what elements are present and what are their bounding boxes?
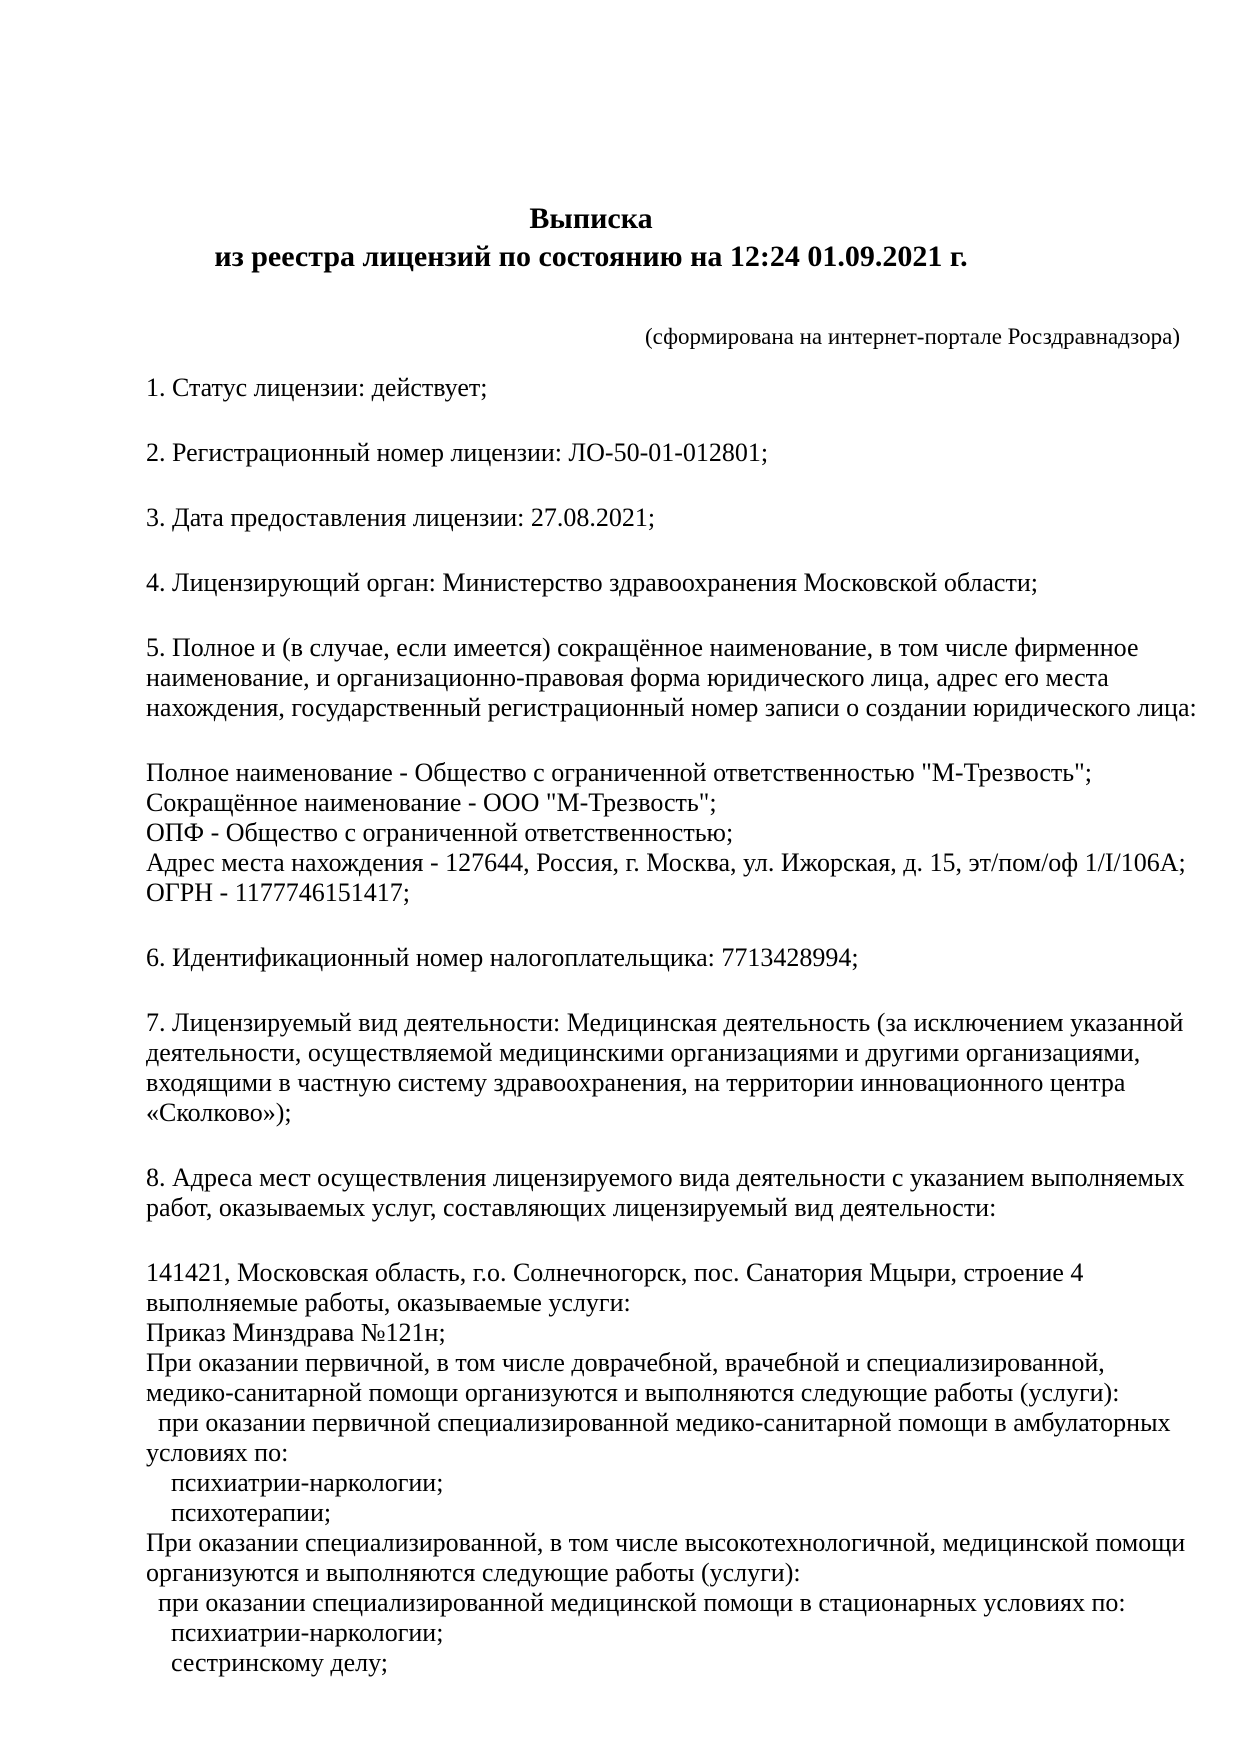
paragraph — [146, 373, 1180, 403]
paragraph — [146, 438, 1180, 468]
text-line: психиатрии-наркологии; — [171, 1468, 444, 1497]
text-line: ОГРН - 1177746151417; — [146, 878, 410, 907]
text-line: При оказании первичной, в том числе доврачебной, врачебной и специализированной, — [146, 1348, 1105, 1377]
text-line: выполняемые работы, оказываемые услуги: — [146, 1288, 631, 1317]
text-line: при оказании первичной специализированной медико-санитарной помощи в амбулаторных — [158, 1408, 1171, 1437]
document-content — [146, 0, 1197, 1713]
document-body — [146, 373, 1197, 1678]
text-line: условиях по: — [146, 1438, 289, 1467]
text-line: 4. Лицензирующий орган: Министерство здравоохранения Московской области; — [146, 568, 1038, 597]
text-line: Адрес места нахождения - 127644, Россия, г. Москва, ул. Ижорская, д. 15, эт/пом/оф 1/I/106А; — [146, 848, 1186, 877]
text-line: 5. Полное и (в случае, если имеется) сокращённое наименование, в том числе фирменное — [146, 633, 1139, 662]
text-line: наименование, и организационно-правовая форма юридического лица, адрес его места — [146, 663, 1109, 692]
title-line-1: Выписка — [529, 202, 653, 235]
text-line: организуются и выполняются следующие работы (услуги): — [146, 1558, 801, 1587]
paragraph — [146, 1008, 1184, 1128]
text-line: работ, оказываемых услуг, составляющих лицензируемый вид деятельности: — [146, 1193, 997, 1222]
text-line: Сокращённое наименование - ООО "М-Трезвость"; — [146, 788, 717, 817]
text-line: 2. Регистрационный номер лицензии: ЛО-50-01-012801; — [146, 438, 769, 467]
text-line: ОПФ - Общество с ограниченной ответственностью; — [146, 818, 734, 847]
text-line: сестринскому делу; — [171, 1648, 389, 1677]
text-line: Полное наименование - Общество с ограниченной ответственностью "М-Трезвость"; — [146, 758, 1092, 787]
page-title — [146, 200, 1036, 276]
text-line: нахождения, государственный регистрационный номер записи о создании юридического лица: — [146, 693, 1197, 722]
text-line: входящими в частную систему здравоохранения, на территории инновационного центра — [146, 1068, 1126, 1097]
text-line: 1. Статус лицензии: действует; — [146, 373, 488, 402]
text-line: Приказ Минздрава №121н; — [146, 1318, 446, 1347]
text-line: при оказании специализированной медицинской помощи в стационарных условиях по: — [158, 1588, 1126, 1617]
paragraph — [146, 633, 1197, 723]
paragraph — [146, 943, 1180, 973]
paragraph — [146, 568, 1180, 598]
text-line: деятельности, осуществляемой медицинскими организациями и другими организациями, — [146, 1038, 1141, 1067]
text-line: медико-санитарной помощи организуются и выполняются следующие работы (услуги): — [146, 1378, 1120, 1407]
paragraph — [146, 1163, 1185, 1223]
text-line: психотерапии; — [171, 1498, 332, 1527]
title-line-2: из реестра лицензий по состоянию на 12:24 01.09.2021 г. — [214, 240, 968, 273]
paragraph — [146, 1258, 1186, 1678]
text-line: 6. Идентификационный номер налогоплательщика: 7713428994; — [146, 943, 859, 972]
text-line: При оказании специализированной, в том числе высокотехнологичной, медицинской помощи — [146, 1528, 1186, 1557]
text-line: «Сколково»); — [146, 1098, 292, 1127]
text-line: 8. Адреса мест осуществления лицензируемого вида деятельности с указанием выполняемых — [146, 1163, 1185, 1192]
text-line: 3. Дата предоставления лицензии: 27.08.2021; — [146, 503, 656, 532]
paragraph — [146, 758, 1186, 908]
text-line: психиатрии-наркологии; — [171, 1618, 444, 1647]
text-line: 7. Лицензируемый вид деятельности: Медицинская деятельность (за исключением указанной — [146, 1008, 1184, 1037]
subtitle: (сформирована на интернет-портале Росздравнадзора) — [645, 324, 1180, 349]
paragraph — [146, 503, 1180, 533]
text-line: 141421, Московская область, г.о. Солнечногорск, пос. Санатория Мцыри, строение 4 — [146, 1258, 1084, 1287]
